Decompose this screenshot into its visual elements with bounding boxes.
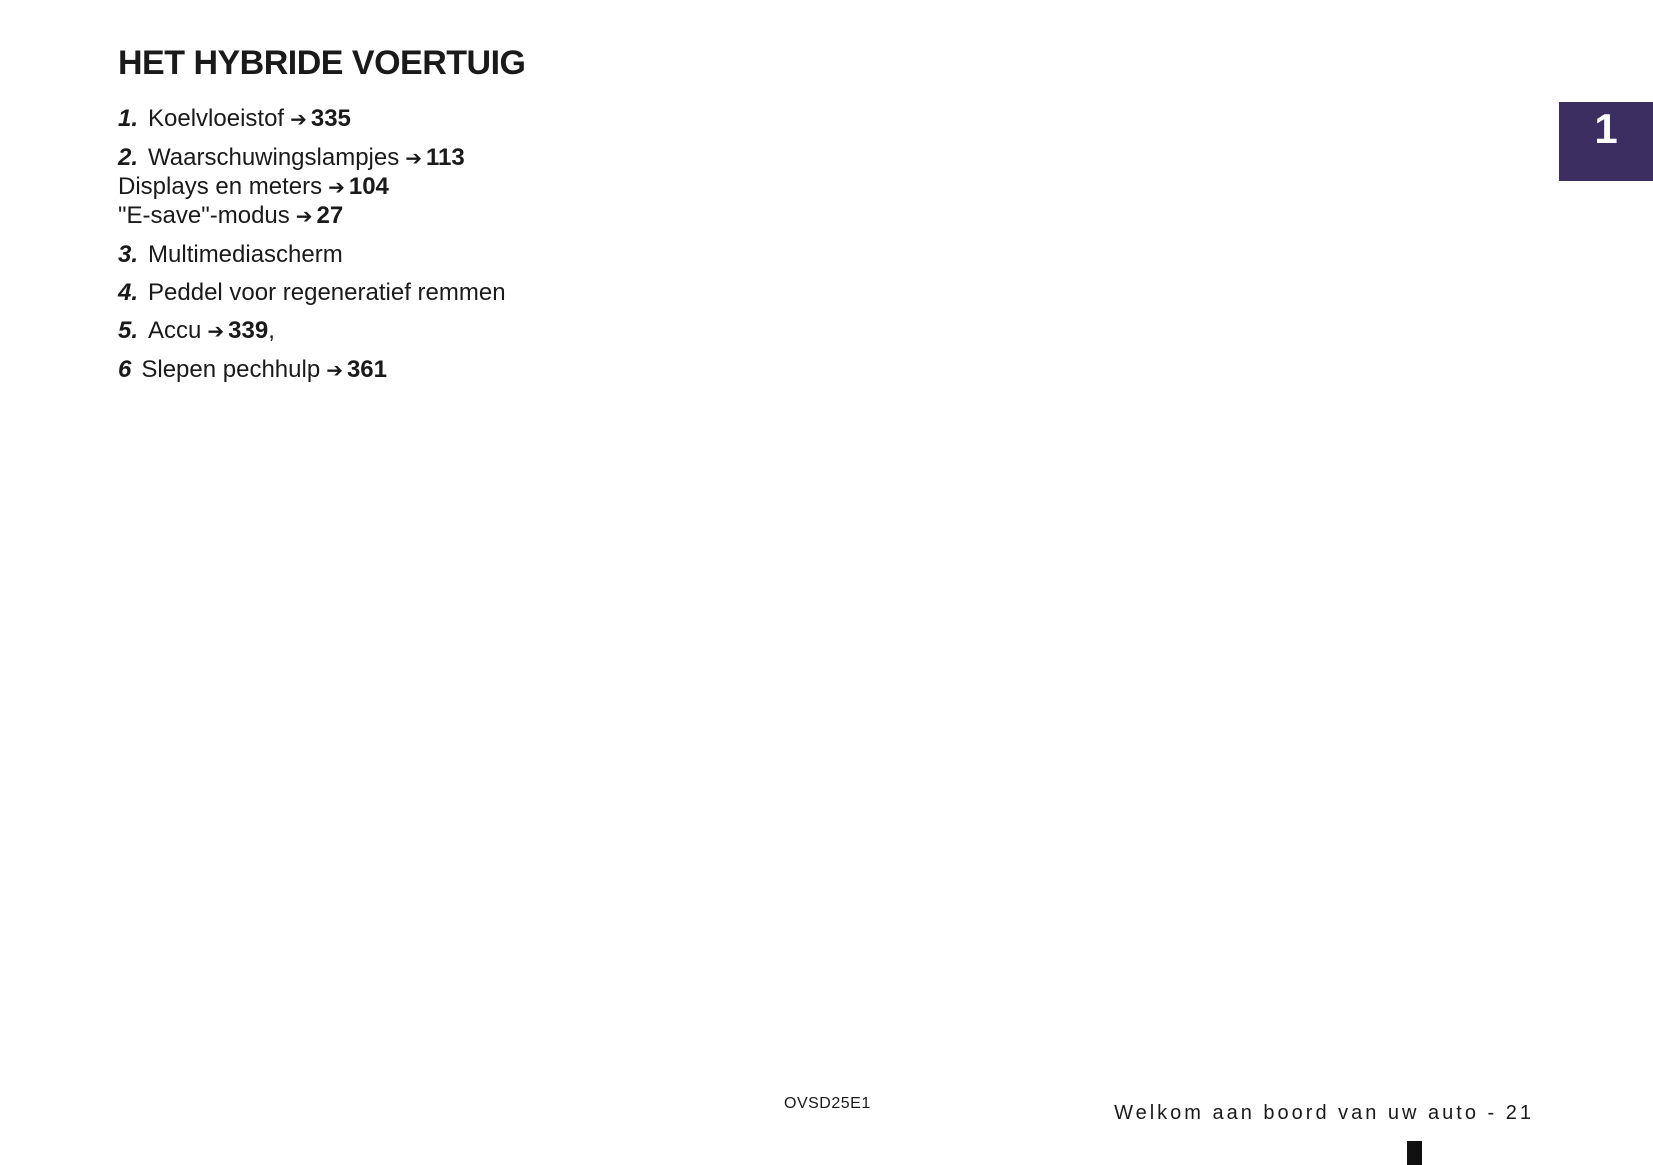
item-list (118, 105, 818, 395)
footer-page-title: Welkom aan boord van uw auto - 21 (1114, 1102, 1534, 1124)
list-item (118, 317, 818, 346)
document-code: OVSD25E1 (784, 1095, 871, 1112)
item-label: Koelvloeistof (148, 105, 285, 132)
arrow-right-icon: ➔ (295, 206, 313, 228)
list-item-line (118, 202, 818, 231)
list-item (118, 241, 818, 269)
item-number: 3. (118, 241, 139, 268)
page-edge-marker (1407, 1141, 1422, 1165)
page-reference[interactable]: 113 (425, 144, 465, 171)
list-item (118, 144, 818, 231)
list-item (118, 105, 818, 134)
arrow-right-icon: ➔ (328, 177, 345, 199)
page-title: HET HYBRIDE VOERTUIG (118, 44, 526, 82)
item-label: Accu (148, 317, 202, 344)
arrow-right-icon: ➔ (207, 321, 225, 343)
item-number: 4. (118, 279, 139, 306)
item-label: Waarschuwingslampjes (148, 144, 400, 171)
list-item-line (118, 105, 818, 134)
arrow-right-icon: ➔ (290, 109, 307, 131)
arrow-right-icon: ➔ (326, 360, 343, 382)
list-item (118, 279, 818, 307)
list-item-line (118, 356, 818, 385)
item-number: 2. (118, 144, 139, 171)
item-suffix: , (268, 317, 275, 344)
arrow-right-icon: ➔ (405, 148, 422, 170)
list-item-line (118, 317, 818, 346)
page-reference[interactable]: 27 (316, 202, 344, 229)
item-label: Multimediascherm (148, 241, 343, 268)
item-label: Peddel voor regeneratief remmen (148, 279, 506, 306)
item-number: 5. (118, 317, 139, 344)
chapter-tab (1559, 102, 1653, 181)
page-reference[interactable]: 361 (346, 356, 387, 383)
page-reference[interactable]: 335 (310, 105, 351, 132)
list-item-line (118, 241, 818, 269)
item-label: Slepen pechhulp (141, 356, 321, 383)
list-item-line (118, 279, 818, 307)
list-item (118, 356, 818, 385)
item-label: "E-save"-modus (118, 202, 290, 229)
list-item-line (118, 144, 818, 173)
item-number: 6 (118, 356, 132, 383)
page-reference[interactable]: 339 (228, 317, 269, 344)
list-item-line (118, 173, 818, 202)
page-reference[interactable]: 104 (348, 173, 389, 200)
item-label: Displays en meters (118, 173, 323, 200)
chapter-number: 1 (1594, 105, 1618, 152)
item-number: 1. (118, 105, 139, 132)
